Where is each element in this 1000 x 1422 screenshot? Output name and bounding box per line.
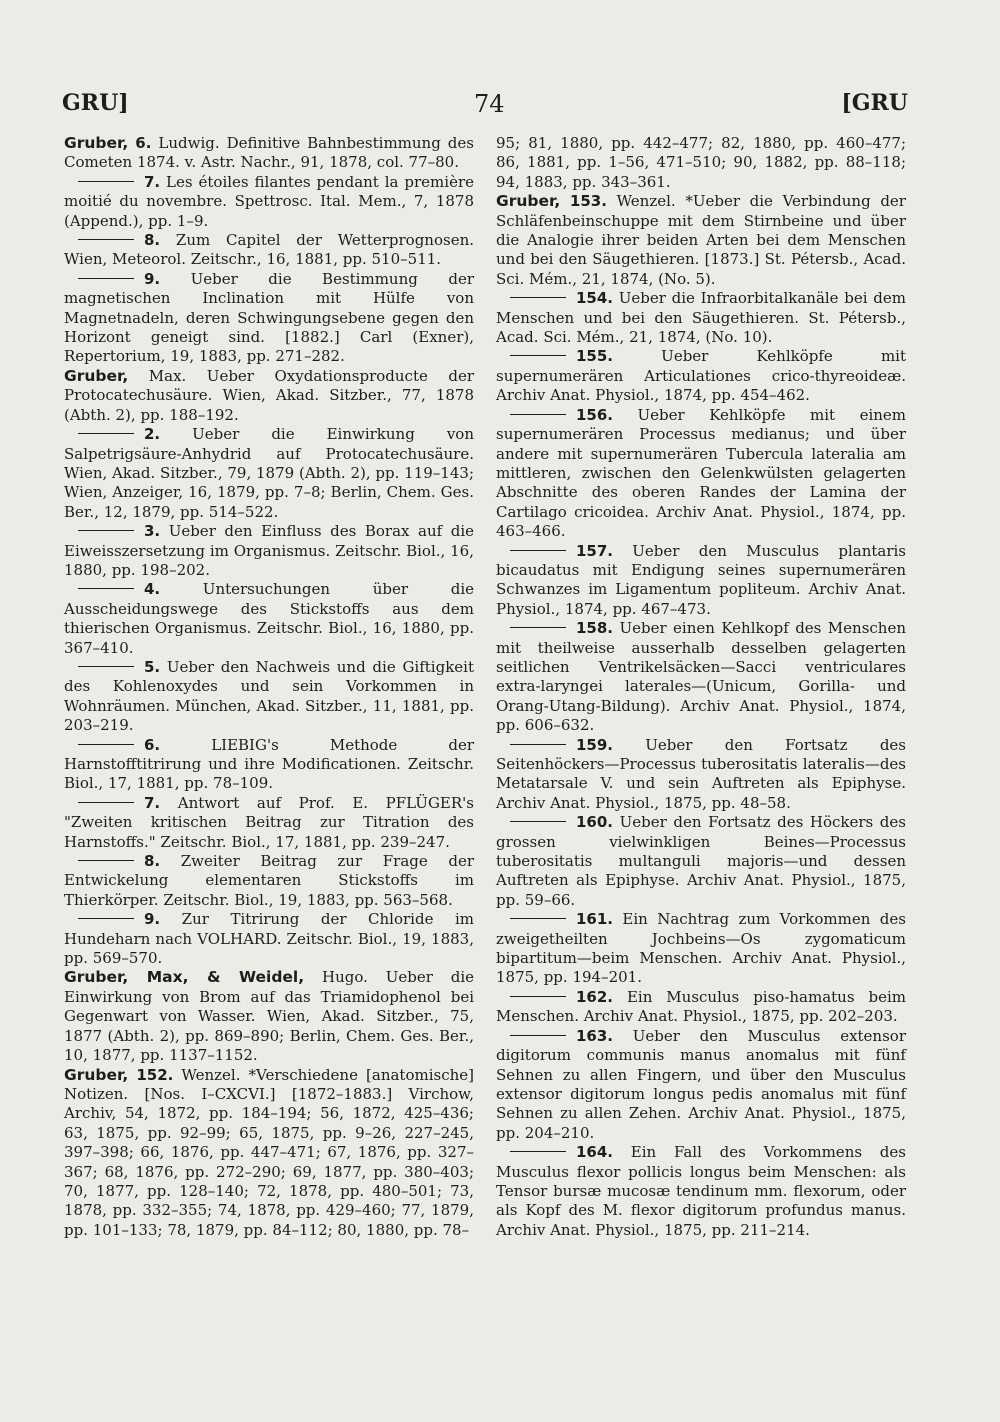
entry-number: 159. <box>576 735 614 754</box>
entry-text: Ueber einen Kehlkopf des Menschen mit theilweise ausserhalb desselben gelagerten seitlichen Ventrikelsäcken—Sacci ventriculares extra-laryngei laterales—(Unicum, Gorilla- und Orang-Utang-Bildung). Archiv Anat. Physiol., 1874, pp. 606–632. <box>496 619 906 735</box>
left-column <box>64 134 474 1240</box>
ditto-rule <box>78 530 134 531</box>
entry-number: 9. <box>144 910 161 929</box>
bibliography-entry <box>64 231 474 270</box>
entry-number: 160. <box>576 813 614 832</box>
entry-text: Untersuchungen über die Ausscheidungswege des Stickstoffs aus dem thierischen Organismus. Zeitschr. Biol., 16, 1880, pp. 367–410. <box>64 580 474 657</box>
ditto-rule <box>78 802 134 803</box>
entry-author: Gruber, <box>64 366 129 385</box>
entry-author: Gruber, Max, & Weidel, <box>64 968 305 987</box>
bibliography-entry <box>496 1027 906 1143</box>
ditto-rule <box>510 996 566 997</box>
bibliography-entry <box>64 852 474 910</box>
bibliography-entry <box>64 968 474 1065</box>
bibliography-entry <box>496 192 906 289</box>
entry-number: 162. <box>576 987 614 1006</box>
entry-text: Max. Ueber Oxydationsproducte der Protocatechusäure. Wien, Akad. Sitzber., 77, 1878 (Abth. 2), pp. 188–192. <box>64 366 474 424</box>
entry-text: Wenzel. *Verschiedene [anatomische] Notizen. [Nos. I–CXCVI.] [1872–1883.] Virchow, Archiv, 54, 1872, pp. 184–194; 56, 1872, 425–436; 63, 1875, pp. 92–99; 65, 1875, pp. 9–26, 227–245, 397–398; 66, 1876, pp. 447–471; 67, 1876, pp. 327–367; 68, 1876, pp. 272–290; 69, 1877, pp. 380–403; 70, 1877, pp. 128–140; 72, 1878, pp. 480–501; 73, 1878, pp. 332–355; 74, 1878, pp. 429–460; 77, 1879, pp. 101–133; 78, 1879, pp. 84–112; 80, 1880, pp. 78– <box>64 1065 474 1239</box>
entry-number: 153. <box>569 192 607 211</box>
bibliography-entry <box>64 736 474 794</box>
ditto-rule <box>510 744 566 745</box>
entry-text: Les étoiles filantes pendant la première moitié du novembre. Spettrosc. Ital. Mem., 7, 1878 (Append.), pp. 1–9. <box>64 172 474 230</box>
entry-text: Ueber den Fortsatz des Seitenhöckers—Processus tuberositatis lateralis—des Metatarsale V. und sein Auftreten als Epiphyse. Archiv Anat. Physiol., 1875, pp. 48–58. <box>496 735 906 812</box>
entry-number: 6. <box>135 134 152 152</box>
bibliography-entry <box>64 173 474 231</box>
ditto-rule <box>78 588 134 589</box>
ditto-rule <box>78 433 134 434</box>
ditto-rule <box>510 918 566 919</box>
entry-number: 9. <box>144 269 161 288</box>
entry-number: 164. <box>576 1143 614 1162</box>
entry-text: Ein Nachtrag zum Vorkommen des zweigetheilten Jochbeins—Os zygomaticum bipartitum—beim Menschen. Archiv Anat. Physiol., 1875, pp. 194–201. <box>496 910 906 987</box>
bibliography-entry <box>64 910 474 968</box>
entry-number: 155. <box>576 347 614 366</box>
ditto-rule <box>78 918 134 919</box>
entry-number: 8. <box>144 852 161 871</box>
bibliography-entry <box>64 134 474 173</box>
entry-text: LIEBIG's Methode der Harnstofftitrirung und ihre Modificationen. Zeitschr. Biol., 17, 1881, pp. 78–109. <box>64 735 474 793</box>
ditto-rule <box>78 666 134 667</box>
entry-number: 156. <box>576 405 614 424</box>
entry-text: Ueber den Einfluss des Borax auf die Eiweisszersetzung im Organismus. Zeitschr. Biol., 16, 1880, pp. 198–202. <box>64 522 474 579</box>
bibliography-entry <box>64 1066 474 1241</box>
entry-number: 7. <box>144 172 161 191</box>
ditto-rule <box>510 355 566 356</box>
entry-number: 154. <box>576 289 614 308</box>
ditto-rule <box>510 550 566 551</box>
entry-text: Ueber Kehlköpfe mit supernumerären Articulationes crico-thyreoideæ. Archiv Anat. Physiol., 1874, pp. 454–462. <box>496 347 906 405</box>
entry-text: Ueber den Musculus extensor digitorum communis manus anomalus mit fünf Sehnen zu allen Fingern, und über den Musculus extensor digitorum longus pedis anomalus mit fünf Sehnen zu allen Zehen. Archiv Anat. Physiol., 1875, pp. 204–210. <box>496 1026 906 1142</box>
ditto-rule <box>510 1035 566 1036</box>
entry-number: 157. <box>576 541 614 560</box>
entry-number: 4. <box>144 580 161 599</box>
bibliography-entry <box>496 406 906 542</box>
entry-text: Antwort auf Prof. E. PFLÜGER's "Zweiten kritischen Beitrag zur Titration des Harnstoffs." Zeitschr. Biol., 17, 1881, pp. 239–247. <box>64 793 474 851</box>
bibliography-entry <box>64 270 474 367</box>
ditto-rule <box>510 1151 566 1152</box>
entry-text: Ein Musculus piso-hamatus beim Menschen. Archiv Anat. Physiol., 1875, pp. 202–203. <box>496 987 906 1026</box>
bibliography-entry <box>496 910 906 988</box>
page-number: 74 <box>474 90 505 118</box>
running-head-left: GRU] <box>62 90 129 116</box>
entry-number: 6. <box>144 735 161 754</box>
entry-number: 163. <box>576 1026 614 1045</box>
entry-text: Hugo. Ueber die Einwirkung von Brom auf das Triamidophenol bei Gegenwart von Wasser. Wien, Akad. Sitzber., 75, 1877 (Abth. 2), pp. 869–890; Berlin, Chem. Ges. Ber., 10, 1877, pp. 1137–1152. <box>64 968 474 1065</box>
bibliography-entry <box>496 542 906 620</box>
entry-text: Ludwig. Definitive Bahnbestimmung des Cometen 1874. v. Astr. Nachr., 91, 1878, col. 77–80. <box>64 134 474 172</box>
bibliography-entry <box>496 813 906 910</box>
entry-text: Ueber den Musculus plantaris bicaudatus mit Endigung seines supernumerären Schwanzes im Ligamentum popliteum. Archiv Anat. Physiol., 1874, pp. 467–473. <box>496 541 906 618</box>
bibliography-entry <box>64 522 474 580</box>
running-head-right: [GRU <box>841 90 908 116</box>
ditto-rule <box>78 278 134 279</box>
ditto-rule <box>78 744 134 745</box>
bibliography-entry <box>64 658 474 736</box>
bibliography-entry <box>496 1143 906 1240</box>
entry-text: Ueber den Fortsatz des Höckers des grossen vielwinkligen Beines—Processus tuberositatis multanguli majoris—und dessen Auftreten als Epiphyse. Archiv Anat. Physiol., 1875, pp. 59–66. <box>496 813 906 909</box>
bibliography-entry <box>64 794 474 852</box>
entry-text: Zum Capitel der Wetterprognosen. Wien, Meteorol. Zeitschr., 16, 1881, pp. 510–511. <box>64 231 474 269</box>
ditto-rule <box>510 627 566 628</box>
bibliography-entry <box>64 367 474 425</box>
entry-author: Gruber, <box>64 134 129 152</box>
entry-number: 158. <box>576 619 614 638</box>
entry-author: Gruber, <box>496 192 561 211</box>
entry-text: Wenzel. *Ueber die Verbindung der Schläfenbeinschuppe mit dem Stirnbeine und über die Analogie ihrer beiden Arten bei dem Menschen und bei den Säugethieren. [1873.] St. Pétersb., Acad. Sci. Mém., 21, 1874, (No. 5). <box>496 192 906 288</box>
bibliography-entry <box>64 580 474 658</box>
bibliography-entry <box>496 134 906 192</box>
entry-text: Zur Titrirung der Chloride im Hundeharn nach VOLHARD. Zeitschr. Biol., 19, 1883, pp. 569–570. <box>64 910 474 968</box>
ditto-rule <box>78 181 134 182</box>
bibliography-entry <box>496 289 906 347</box>
bibliography-entry <box>496 619 906 735</box>
entry-text: Ueber Kehlköpfe mit einem supernumerären Processus medianus; und über andere mit supernumerären Tubercula lateralia am mittleren, zwischen den Gelenkwülsten gelagerten Abschnitte des oberen Randes der Lamina der Cartilago cricoidea. Archiv Anat. Physiol., 1874, pp. 463–466. <box>496 405 906 541</box>
entry-number: 3. <box>144 522 161 541</box>
right-column <box>496 134 906 1240</box>
bibliography-entry <box>64 425 474 522</box>
bibliography-entry <box>496 736 906 814</box>
entry-text: 95; 81, 1880, pp. 442–477; 82, 1880, pp. 460–477; 86, 1881, pp. 1–56, 471–510; 90, 1882, pp. 88–118; 94, 1883, pp. 343–361. <box>496 134 906 191</box>
entry-text: Ueber die Infraorbitalkanäle bei dem Menschen und bei den Säugethieren. St. Pétersb., Acad. Sci. Mém., 21, 1874, (No. 10). <box>496 289 906 347</box>
entry-text: Ein Fall des Vorkommens des Musculus flexor pollicis longus beim Menschen: als Tensor bursæ mucosæ tendinum mm. flexorum, oder als Kopf des M. flexor digitorum profundus manus. Archiv Anat. Physiol., 1875, pp. 211–214. <box>496 1143 906 1239</box>
entry-text: Ueber die Bestimmung der magnetischen Inclination mit Hülfe von Magnetnadeln, deren Schwingungsebene gegen den Horizont geneigt sind. [1882.] Carl (Exner), Repertorium, 19, 1883, pp. 271–282. <box>64 269 474 366</box>
entry-number: 161. <box>576 910 614 929</box>
entry-author: Gruber, <box>64 1065 129 1084</box>
entry-text: Zweiter Beitrag zur Frage der Entwickelung elementaren Stickstoffs im Thierkörper. Zeitschr. Biol., 19, 1883, pp. 563–568. <box>64 852 474 909</box>
ditto-rule <box>510 414 566 415</box>
entry-text: Ueber die Einwirkung von Salpetrigsäure-Anhydrid auf Protocatechusäure. Wien, Akad. Sitzber., 79, 1879 (Abth. 2), pp. 119–143; Wien, Anzeiger, 16, 1879, pp. 7–8; Berlin, Chem. Ges. Ber., 12, 1879, pp. 514–522. <box>64 425 474 521</box>
entry-number: 8. <box>144 231 161 250</box>
ditto-rule <box>78 860 134 861</box>
entry-text: Ueber den Nachweis und die Giftigkeit des Kohlenoxydes und sein Vorkommen in Wohnräumen. München, Akad. Sitzber., 11, 1881, pp. 203–219. <box>64 657 474 735</box>
ditto-rule <box>510 821 566 822</box>
entry-number: 2. <box>144 425 161 444</box>
ditto-rule <box>78 239 134 240</box>
bibliography-entry <box>496 347 906 405</box>
bibliography-entry <box>496 988 906 1027</box>
entry-number: 152. <box>136 1065 174 1084</box>
ditto-rule <box>510 297 566 298</box>
entry-number: 5. <box>144 657 161 676</box>
entry-number: 7. <box>144 793 161 812</box>
